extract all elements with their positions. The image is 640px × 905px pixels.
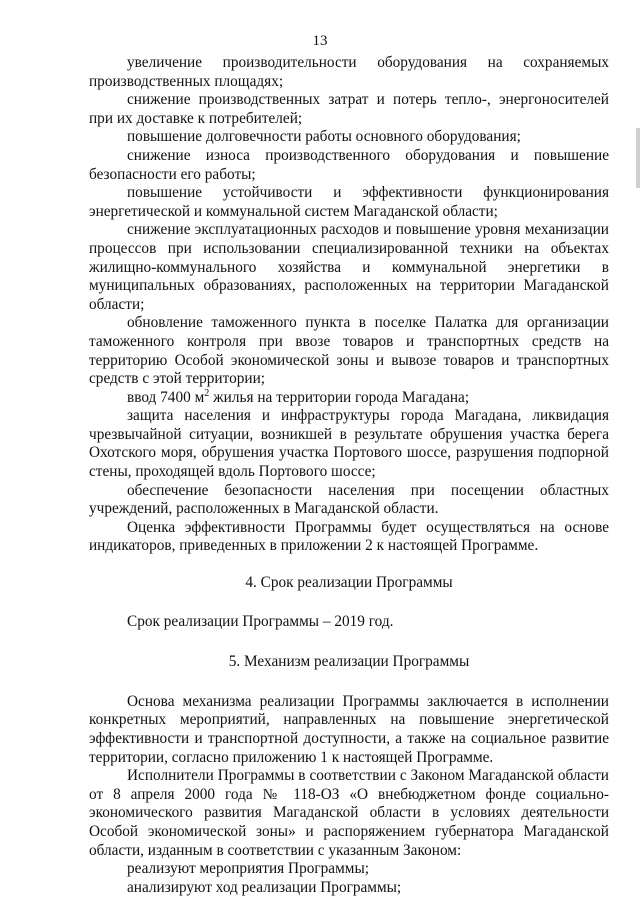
goal-item-public-safety: обеспечение безопасности населения при посещении областных учреждений, расположенных в Магаданской области. [89,481,609,518]
executors-paragraph: Исполнители Программы в соответствии с Законом Магаданской области от 8 апреля 2000 года № 118-ОЗ «О внебюджетном фонде социально-экономического развития Магаданской области в условиях деятельности Особой экономической зоны» и распоряжением губернатора Магаданской области, изданным в соответствии с указанным Законом: [89,767,609,859]
term-paragraph: Срок реализации Программы – 2019 год. [127,612,394,630]
scan-edge-mark [636,128,640,188]
executor-duty-implement: реализуют мероприятия Программы; [127,860,369,878]
document-body [89,54,609,897]
section-heading-term: 4. Срок реализации Программы [245,574,453,592]
page-number: 13 [312,33,328,49]
goal-item-customs-point: обновление таможенного пункта в поселке Палатка для организации таможенного контроля при ввозе товаров и транспортных средств на территорию Особой экономической зоны и вывозе товаров и транспортных средств с этой территории; [89,314,609,388]
goal-item-wear-reduction: снижение износа производственного оборудования и повышение безопасности его работы; [89,146,609,183]
evaluation-paragraph: Оценка эффективности Программы будет осуществляться на основе индикаторов, приведенных в приложении 2 к настоящей Программе. [89,518,609,555]
goal-item-housing [89,389,609,408]
goal-item-cost-reduction: снижение производственных затрат и потерь тепло-, энергоносителей при их доставке к потребителей; [89,91,609,127]
goal-item-stability: повышение устойчивости и эффективности функционирования энергетической и коммунальной систем Магаданской области; [89,184,609,220]
executor-duty-analyze: анализируют ход реализации Программы; [127,878,402,896]
square-meter-superscript: 2 [204,387,210,399]
mechanism-paragraph: Основа механизма реализации Программы заключается в исполнении конкретных мероприятий, направленных на повышение энергетической эффективности и транспортной доступности, а также на социальное развитие территории, согласно приложению 1 к настоящей Программе. [89,692,609,766]
housing-text-end: жилья на территории города Магадана; [209,388,470,406]
goal-item-mechanization: снижение эксплуатационных расходов и повышение уровня механизации процессов при использовании специализированной техники на объектах жилищно-коммунального хозяйства и коммунальной энергетики в муниципальных образованиях, расположенных на территории Магаданской области; [89,221,609,313]
section-heading-mechanism: 5. Механизм реализации Программы [228,653,470,671]
goal-item-coast-protection: защита населения и инфраструктуры города Магадана, ликвидация чрезвычайной ситуации, возникшей в результате обрушения участка берега Охотского моря, обрушения участка Портового шоссе, разрушения подпорной стены, проходящей вдоль Портового шоссе; [89,407,609,481]
goal-item-durability: повышение долговечности работы основного оборудования; [127,128,521,146]
goal-item-productivity: увеличение производительности оборудования на сохраняемых производственных площадях; [89,54,609,90]
housing-text-start: ввод 7400 м [127,388,205,406]
